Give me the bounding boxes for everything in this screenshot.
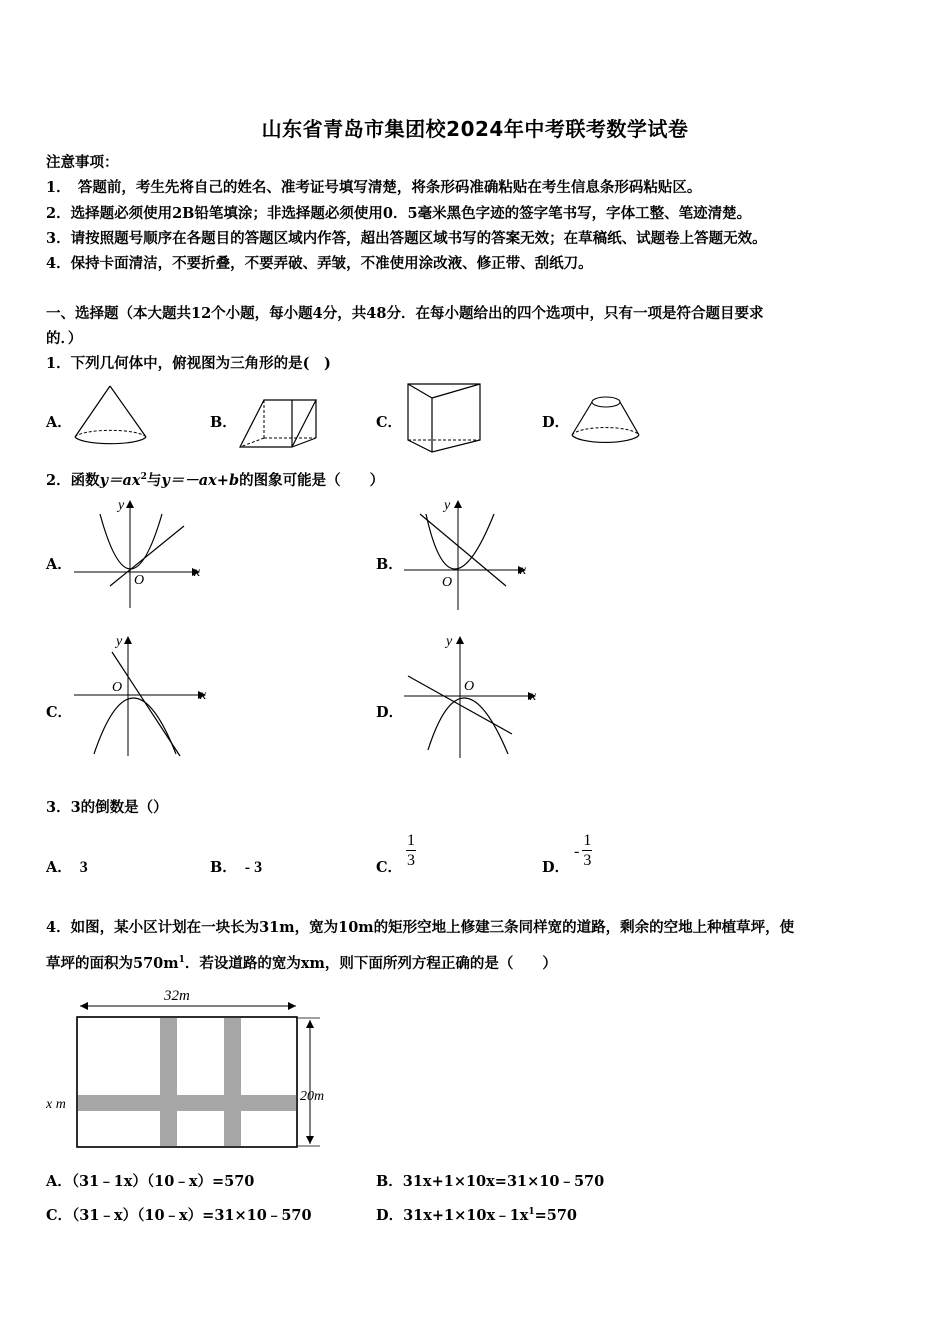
q1-stem: 1．下列几何体中，俯视图为三角形的是( ) bbox=[46, 355, 331, 372]
q4-stem-exponent: 1 bbox=[178, 955, 185, 966]
q2-graph-d bbox=[400, 630, 550, 762]
q3-option-c-fraction bbox=[406, 832, 416, 871]
q2-graph-d-x-label: x bbox=[530, 689, 537, 704]
q3-option-a-label: A． bbox=[46, 859, 72, 876]
q2-graph-c-origin-label: O bbox=[112, 680, 123, 695]
notice-item-3: 3．请按照题号顺序在各题目的答题区域内作答，超出答题区域书写的答案无效；在草稿纸、试题卷上答题无效。 bbox=[46, 230, 767, 247]
q2-function-1: y＝ax bbox=[99, 472, 141, 489]
q1-triangular-prism-figure bbox=[404, 380, 486, 456]
q2-stem-suffix: 的图象可能是（ ） bbox=[239, 472, 385, 489]
notice-item-2: 2．选择题必须使用2B铅笔填涂；非选择题必须使用0．5毫米黑色字迹的签字笔书写，字体工整、笔迹清楚。 bbox=[46, 205, 752, 222]
q4-option-d-post: =570 bbox=[534, 1207, 578, 1224]
q1-cone-figure bbox=[70, 382, 152, 454]
q2-graph-b-origin-label: O bbox=[442, 575, 453, 590]
q4-field-figure bbox=[44, 984, 344, 1156]
q3-option-d-sign: - bbox=[574, 842, 580, 860]
q3-option-d-fraction bbox=[574, 832, 592, 871]
q2-option-b-label[interactable]: B． bbox=[376, 556, 403, 573]
q4-figure-height-label: 20m bbox=[300, 1089, 325, 1104]
q2-graph-c bbox=[70, 630, 220, 762]
q4-stem-line-2-pre: 草坪的面积为570m bbox=[46, 955, 179, 972]
q3-option-b-label: B． bbox=[210, 859, 237, 876]
q2-option-c-label[interactable]: C． bbox=[46, 704, 73, 721]
section-header-line-1: 一、选择题（本大题共12个小题，每小题4分，共48分．在每小题给出的四个选项中，只有一项是符合题目要求 bbox=[46, 305, 764, 322]
q4-stem-line-2-post: ．若设道路的宽为xm，则下面所列方程正确的是（ ） bbox=[184, 955, 557, 972]
q4-option-d[interactable] bbox=[376, 1204, 577, 1225]
q2-graph-b-y-label: y bbox=[444, 498, 451, 513]
q3-option-a[interactable] bbox=[46, 856, 88, 877]
q4-option-d-exponent: 1 bbox=[528, 1207, 535, 1218]
q3-stem: 3．3的倒数是（） bbox=[46, 799, 168, 816]
q1-option-d-label[interactable]: D． bbox=[542, 414, 570, 431]
q1-prism-figure bbox=[234, 394, 322, 452]
q2-graph-c-y-label: y bbox=[116, 634, 123, 649]
q1-frustum-figure bbox=[566, 390, 646, 452]
page-title: 山东省青岛市集团校2024年中考联考数学试卷 bbox=[261, 117, 689, 141]
q2-graph-a-y-label: y bbox=[118, 498, 125, 513]
q4-option-d-pre: D．31x+1×10x﹣1x bbox=[376, 1207, 529, 1224]
q2-option-d-label[interactable]: D． bbox=[376, 704, 404, 721]
q2-graph-a bbox=[70, 494, 210, 612]
q4-stem-line-1: 4．如图，某小区计划在一块长为31m，宽为10m的矩形空地上修建三条同样宽的道路，剩余的空地上种植草坪，使 bbox=[46, 919, 795, 936]
q3-option-b[interactable] bbox=[210, 856, 262, 877]
q3-option-d-label[interactable]: D． bbox=[542, 859, 570, 876]
q2-stem-prefix: 2．函数 bbox=[46, 472, 100, 489]
q3-option-d-denominator: 3 bbox=[583, 852, 592, 869]
q3-option-c-label[interactable]: C． bbox=[376, 859, 403, 876]
q1-option-b-label[interactable]: B． bbox=[210, 414, 237, 431]
q3-option-a-value: 3 bbox=[79, 859, 88, 876]
q2-function-1-exponent: 2 bbox=[140, 472, 147, 483]
q3-option-d-numerator: 1 bbox=[583, 832, 592, 849]
q1-option-a-label[interactable]: A． bbox=[46, 414, 72, 431]
q2-stem-connector: 与 bbox=[146, 472, 162, 489]
q2-graph-b bbox=[400, 494, 540, 612]
notice-item-1: 1． 答题前，考生先将自己的姓名、准考证号填写清楚，将条形码准确粘贴在考生信息条形码粘贴区。 bbox=[46, 179, 702, 196]
q2-graph-c-x-label: x bbox=[200, 688, 207, 703]
q4-option-b[interactable]: B．31x+1×10x=31×10﹣570 bbox=[376, 1173, 605, 1190]
notice-heading: 注意事项： bbox=[46, 154, 119, 171]
section-header-line-2: 的．） bbox=[46, 330, 83, 347]
q4-option-c[interactable]: C．（31﹣x）（10﹣x）=31×10﹣570 bbox=[46, 1207, 312, 1224]
q2-stem bbox=[46, 469, 384, 490]
q4-option-a[interactable]: A．（31﹣1x）（10﹣x）=570 bbox=[46, 1173, 255, 1190]
q2-option-a-label[interactable]: A． bbox=[46, 556, 72, 573]
q1-option-c-label[interactable]: C． bbox=[376, 414, 403, 431]
q2-graph-a-origin-label: O bbox=[134, 573, 145, 588]
q3-option-c-denominator: 3 bbox=[407, 852, 415, 869]
q3-option-c-numerator: 1 bbox=[407, 832, 415, 849]
q4-figure-road-label: x m bbox=[46, 1097, 66, 1112]
notice-item-4: 4．保持卡面清洁，不要折叠，不要弄破、弄皱，不准使用涂改液、修正带、刮纸刀。 bbox=[46, 255, 593, 272]
q3-option-b-value: - 3 bbox=[244, 859, 263, 876]
q2-graph-a-x-label: x bbox=[194, 565, 201, 580]
q2-graph-d-origin-label: O bbox=[464, 679, 475, 694]
q4-figure-width-label: 32m bbox=[164, 988, 190, 1004]
q4-stem-line-2 bbox=[46, 952, 557, 973]
q2-graph-d-y-label: y bbox=[446, 634, 453, 649]
q2-function-2: y＝－ax+b bbox=[161, 472, 240, 489]
q2-graph-b-x-label: x bbox=[520, 563, 527, 578]
